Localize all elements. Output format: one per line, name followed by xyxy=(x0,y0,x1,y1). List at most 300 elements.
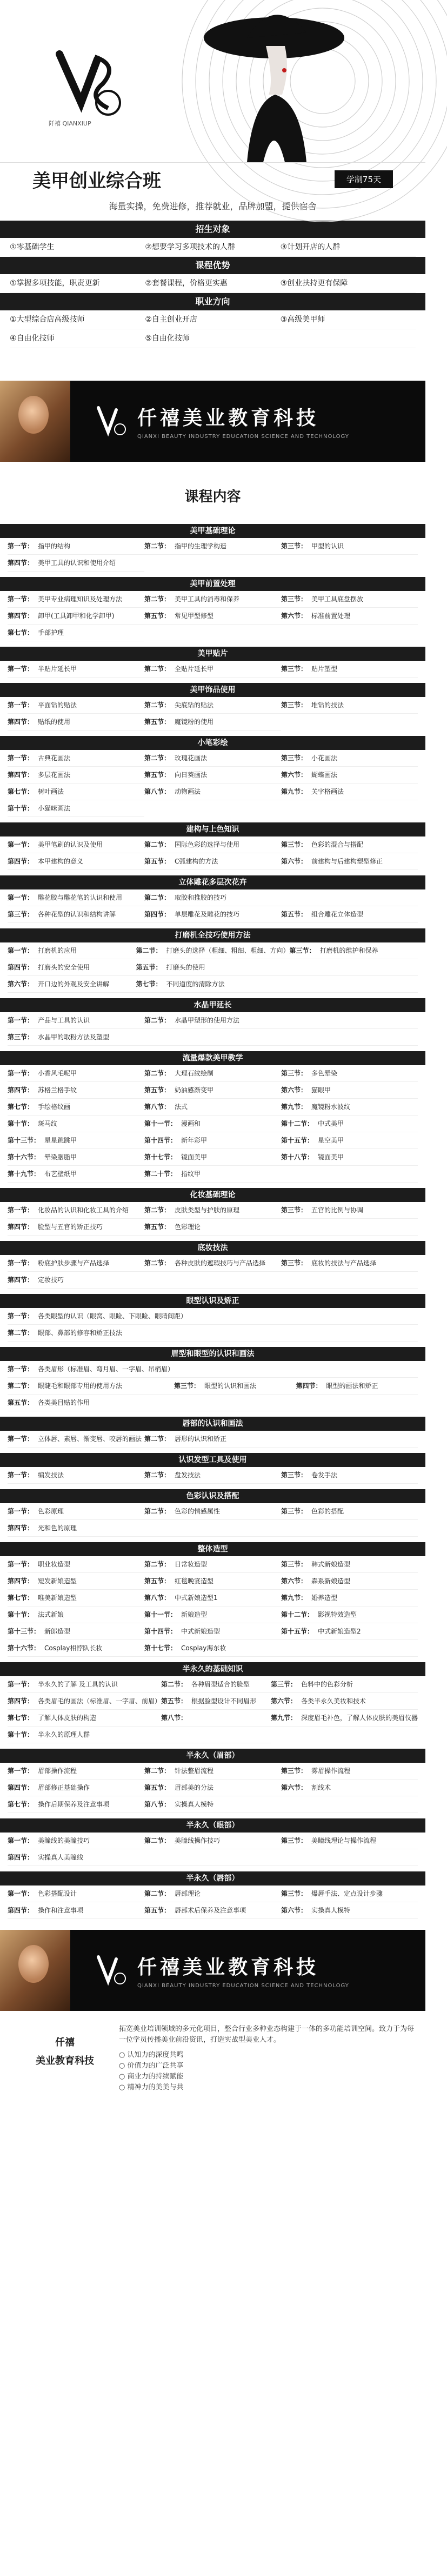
module-header: 水晶甲延长 xyxy=(0,998,425,1012)
lesson-title: 五官的比例与协调 xyxy=(311,1206,364,1214)
lesson-item xyxy=(144,608,281,625)
lesson-title: 定妆技巧 xyxy=(38,1276,64,1284)
lesson-number: 第六节： xyxy=(281,612,308,620)
section-header: 课程优势 xyxy=(0,257,425,274)
lesson-number: 第二节： xyxy=(144,1259,171,1267)
lesson-title: 实操真人模特 xyxy=(311,1907,351,1914)
lesson-title: 斑马纹 xyxy=(38,1120,58,1127)
module-header: 美甲贴片 xyxy=(0,647,425,661)
lesson-title: 实操真人美瞳线 xyxy=(38,1854,84,1861)
lesson-item xyxy=(8,942,136,959)
lesson-title: 法式新娘 xyxy=(38,1611,64,1618)
brand-english-name: QIANXI BEAUTY INDUSTRY EDUCATION SCIENCE AND TECHNOLOGY xyxy=(137,434,349,440)
section-item: ③高级美甲师 xyxy=(281,310,416,329)
lesson-item xyxy=(8,608,144,625)
lesson-number: 第四节： xyxy=(8,1524,34,1532)
lesson-item xyxy=(144,889,281,906)
lesson-item xyxy=(281,1272,418,1289)
lesson-number: 第三节： xyxy=(281,754,308,762)
lesson-item xyxy=(144,1902,281,1919)
lesson-title: 盘发技法 xyxy=(175,1471,201,1479)
lesson-number: 第一节： xyxy=(8,841,34,848)
lesson-item xyxy=(144,906,281,923)
lesson-number: 第八节： xyxy=(144,1594,171,1602)
lesson-item xyxy=(144,1849,281,1866)
page-title: 美甲创业综合班 xyxy=(32,170,161,192)
lesson-number: 第十二节： xyxy=(281,1611,314,1618)
lesson-item xyxy=(8,1503,144,1520)
lesson-item xyxy=(144,1149,281,1166)
module-lessons xyxy=(0,1467,425,1484)
lesson-number: 第二节： xyxy=(144,1890,171,1897)
lesson-number: 第一节： xyxy=(8,947,34,954)
lesson-number: 第四节： xyxy=(8,612,34,620)
lesson-item xyxy=(8,1623,144,1640)
lesson-number: 第十一节： xyxy=(144,1120,177,1127)
lesson-item xyxy=(144,1255,281,1272)
section-item: ①大型综合店高级技师 xyxy=(10,310,145,329)
lesson-number: 第六节： xyxy=(281,771,308,779)
module-lessons xyxy=(0,697,425,731)
about-name-primary: 仟禧 xyxy=(55,2037,75,2048)
brand-banner xyxy=(0,381,425,462)
lesson-number: 第四节： xyxy=(8,964,34,971)
lesson-title: 实操真人模特 xyxy=(175,1801,214,1808)
lesson-title: 影视特效造型 xyxy=(318,1611,357,1618)
lesson-item xyxy=(144,767,281,784)
lesson-item xyxy=(144,1796,281,1813)
lesson-title: 雾眉操作流程 xyxy=(311,1767,351,1775)
module-header: 半永久（唇部） xyxy=(0,1871,425,1885)
lesson-number: 第五节： xyxy=(144,718,171,726)
lesson-number: 第二节： xyxy=(161,1681,188,1688)
lesson-title: 产品与工具的认识 xyxy=(38,1017,90,1024)
lesson-item xyxy=(144,1623,281,1640)
lesson-item xyxy=(281,608,418,625)
module-lessons xyxy=(0,1503,425,1537)
hero-section xyxy=(0,0,425,162)
lesson-number: 第二节： xyxy=(144,1508,171,1515)
module-header: 小笔彩绘 xyxy=(0,736,425,750)
module-lessons xyxy=(0,661,425,678)
lesson-item xyxy=(144,784,281,800)
lesson-item xyxy=(8,1219,144,1236)
lesson-number: 第五节： xyxy=(144,858,171,865)
lesson-title: 美瞳线的美瞳技巧 xyxy=(38,1837,90,1844)
lesson-title: 苏格兰格手纹 xyxy=(38,1086,77,1094)
lesson-number: 第四节： xyxy=(144,911,171,918)
lesson-title: 粉底护肤步骤与产品选择 xyxy=(38,1259,110,1267)
lesson-title: 操作和注意事项 xyxy=(38,1907,84,1914)
lesson-number: 第九节： xyxy=(281,1594,308,1602)
module-lessons xyxy=(0,750,425,817)
lesson-title: 唇部理论 xyxy=(175,1890,201,1897)
lesson-item xyxy=(281,1012,418,1029)
footer-brand-name: 仟禧美业教育科技 xyxy=(137,1956,319,1979)
lesson-title: 打磨机的应用 xyxy=(38,947,77,954)
lesson-item xyxy=(144,853,281,870)
lesson-item xyxy=(281,767,418,784)
lesson-item xyxy=(281,1573,418,1590)
lesson-number: 第十六节： xyxy=(8,1153,41,1161)
lesson-title: 古典花画法 xyxy=(38,754,71,762)
lesson-title: 日常妆造型 xyxy=(175,1561,208,1568)
lesson-item xyxy=(281,1255,418,1272)
lesson-item xyxy=(144,1573,281,1590)
lesson-number: 第三节： xyxy=(281,595,308,603)
lesson-number: 第一节： xyxy=(8,754,34,762)
lesson-number: 第六节： xyxy=(270,1697,297,1705)
lesson-number: 第十五节： xyxy=(281,1137,314,1144)
section-item xyxy=(281,329,416,348)
lesson-number: 第二节： xyxy=(144,1070,171,1077)
lesson-item xyxy=(144,1065,281,1082)
lesson-number: 第八节： xyxy=(144,788,171,795)
lesson-item xyxy=(136,959,289,976)
lesson-number: 第十一节： xyxy=(144,1611,177,1618)
lesson-item xyxy=(8,538,144,555)
lesson-number: 第一节： xyxy=(8,1471,34,1479)
lesson-number: 第三节： xyxy=(281,841,308,848)
module-header: 色彩认识及搭配 xyxy=(0,1489,425,1503)
section-header: 职业方向 xyxy=(0,293,425,310)
lesson-title: 立体唇、素唇、渐变唇、咬唇的画法 xyxy=(38,1435,142,1443)
lesson-item xyxy=(8,1099,144,1116)
lesson-number: 第十五节： xyxy=(281,1628,314,1635)
lesson-title: 眉部操作流程 xyxy=(38,1767,77,1775)
lesson-item xyxy=(8,1202,144,1219)
lesson-number: 第一节： xyxy=(8,1561,34,1568)
lesson-item xyxy=(281,1763,418,1780)
about-value-item: ○ 精神力的美美与共 xyxy=(119,2083,184,2092)
lesson-item xyxy=(8,836,144,853)
about-brand xyxy=(11,2024,119,2100)
lesson-item xyxy=(8,1082,144,1099)
footer-brand-english: QIANXI BEAUTY INDUSTRY EDUCATION SCIENCE AND TECHNOLOGY xyxy=(137,1983,349,1989)
lesson-title: 半永久的了解 及工具的认识 xyxy=(38,1681,118,1688)
module-header: 整体造型 xyxy=(0,1542,425,1556)
lesson-item xyxy=(144,1202,281,1219)
lesson-item xyxy=(144,1116,281,1132)
lesson-title: 短发新娘造型 xyxy=(38,1577,77,1585)
lesson-number: 第八节： xyxy=(144,1801,171,1808)
module-header: 半永久的基础知识 xyxy=(0,1662,425,1676)
lesson-item xyxy=(144,1272,281,1289)
lesson-title: 眉部美的分法 xyxy=(175,1784,214,1791)
module-header: 眼型认识及矫正 xyxy=(0,1294,425,1308)
lesson-number: 第三节： xyxy=(8,911,34,918)
lesson-title: 打磨机的维护和保养 xyxy=(319,947,378,954)
lesson-item xyxy=(161,1693,271,1710)
module-lessons xyxy=(0,1763,425,1813)
lesson-title: 玫瑰花画法 xyxy=(175,754,208,762)
lesson-number: 第三节： xyxy=(281,1070,308,1077)
lesson-item xyxy=(161,1727,271,1743)
lesson-number: 第五节： xyxy=(144,1907,171,1914)
lesson-number: 第四节： xyxy=(8,771,34,779)
lesson-number: 第四节： xyxy=(8,1697,34,1705)
section-item: ③创业扶持更有保障 xyxy=(281,274,416,293)
lesson-item xyxy=(281,1166,418,1183)
lesson-item xyxy=(281,1202,418,1219)
lesson-item xyxy=(144,697,281,714)
lesson-item xyxy=(144,1082,281,1099)
lesson-title: 婚养造型 xyxy=(311,1594,338,1602)
lesson-number: 第四节： xyxy=(8,1907,34,1914)
lesson-item xyxy=(281,1640,418,1657)
lesson-item xyxy=(136,942,289,959)
lesson-number: 第四节： xyxy=(8,1223,34,1231)
lesson-title: 美甲工具的消毒和保养 xyxy=(175,595,240,603)
course-title-row xyxy=(0,162,425,195)
lesson-number: 第一节： xyxy=(8,1681,34,1688)
lesson-title: 蝴蝶画法 xyxy=(311,771,338,779)
lesson-number: 第一节： xyxy=(8,1365,34,1373)
module-header: 唇部的认识和画法 xyxy=(0,1417,425,1431)
lesson-item xyxy=(281,1885,418,1902)
lesson-item xyxy=(144,1012,281,1029)
lesson-title: 打磨头的安全使用 xyxy=(38,964,90,971)
lesson-title: 光和色的原理 xyxy=(38,1524,77,1532)
lesson-number: 第二节： xyxy=(144,1435,171,1443)
lesson-title: 魔镜粉的使用 xyxy=(175,718,214,726)
lesson-number: 第二节： xyxy=(144,894,171,901)
lesson-item xyxy=(8,784,144,800)
about-values-list xyxy=(119,2050,415,2093)
lesson-title: 甲型的认识 xyxy=(311,542,344,550)
lesson-title: 各类眉形（标准眉、弯月眉、一字眉、吊梢眉） xyxy=(38,1365,175,1373)
about-description xyxy=(119,2024,415,2100)
lesson-title: 韩式新娘造型 xyxy=(311,1561,351,1568)
model-photo xyxy=(0,381,70,462)
lesson-item xyxy=(8,1325,187,1342)
lesson-title: 中式新娘造型2 xyxy=(318,1628,361,1635)
lesson-title: 唇形的认识和矫正 xyxy=(175,1435,227,1443)
lesson-title: 打磨头的使用 xyxy=(166,964,205,971)
lesson-number: 第三节： xyxy=(281,1767,308,1775)
lesson-number: 第七节： xyxy=(8,1801,34,1808)
module-header: 立体雕花多层次花卉 xyxy=(0,875,425,889)
lesson-number: 第一节： xyxy=(8,1890,34,1897)
lesson-item xyxy=(8,1361,174,1378)
lesson-title: 国际色彩的选择与使用 xyxy=(175,841,240,848)
lesson-number: 第五节： xyxy=(144,612,171,620)
lesson-title: 各类眉毛的画法（标准眉、一字眉、前眉） xyxy=(38,1697,162,1705)
lesson-title: 猫眼甲 xyxy=(311,1086,331,1094)
brand-name: 仟禧美业教育科技 xyxy=(137,407,319,429)
lesson-item xyxy=(144,1556,281,1573)
lesson-number: 第一节： xyxy=(8,701,34,709)
lesson-item xyxy=(281,1556,418,1573)
lesson-number: 第二十节： xyxy=(144,1170,177,1178)
module-header: 底妆技法 xyxy=(0,1241,425,1255)
lesson-item xyxy=(8,1693,161,1710)
lesson-title: Cosplay相悖队长妆 xyxy=(44,1644,103,1652)
lesson-title: 眼部、鼻部的修容和矫正技法 xyxy=(38,1329,123,1337)
lesson-item xyxy=(8,906,144,923)
about-section xyxy=(0,2011,425,2113)
lesson-item xyxy=(144,1219,281,1236)
module-lessons xyxy=(0,1202,425,1236)
lesson-item xyxy=(281,784,418,800)
lesson-number: 第三节： xyxy=(281,1561,308,1568)
lesson-item xyxy=(271,1710,418,1727)
module-lessons xyxy=(0,538,425,572)
lesson-title: 化妆品的认识和化妆工具的介绍 xyxy=(38,1206,129,1214)
lesson-number: 第一节： xyxy=(8,1017,34,1024)
lesson-item xyxy=(8,1272,144,1289)
lesson-number: 第三节： xyxy=(281,1206,308,1214)
lesson-item xyxy=(271,1676,418,1693)
section-item: ④自由化技师 xyxy=(10,329,145,348)
module-header: 打磨机全技巧使用方法 xyxy=(0,928,425,942)
lesson-number: 第三节： xyxy=(270,1681,297,1688)
lesson-item xyxy=(8,767,144,784)
lesson-item xyxy=(8,1431,144,1448)
module-header: 化妆基础理论 xyxy=(0,1188,425,1202)
lesson-item xyxy=(144,1640,281,1657)
lesson-item xyxy=(281,889,418,906)
lesson-item xyxy=(281,1431,418,1448)
lesson-title: 开口边的外观及安全讲解 xyxy=(38,980,110,988)
lesson-title: 半贴片延长甲 xyxy=(38,665,77,673)
lesson-number: 第四节： xyxy=(8,559,34,567)
lesson-title: 新年彩甲 xyxy=(181,1137,208,1144)
lesson-title: 色彩的搭配 xyxy=(311,1508,344,1515)
lesson-item xyxy=(271,1693,418,1710)
lesson-number: 第二节： xyxy=(144,1561,171,1568)
lesson-number: 第三节： xyxy=(289,947,316,954)
lesson-item xyxy=(8,1166,144,1183)
lesson-item xyxy=(8,1065,144,1082)
lesson-title: 多层花画法 xyxy=(38,771,71,779)
lesson-title: 美甲笔刷的认识及使用 xyxy=(38,841,103,848)
lesson-number: 第四节： xyxy=(8,1577,34,1585)
lesson-title: 取胶和推胶的技巧 xyxy=(175,894,227,901)
lesson-number: 第十节： xyxy=(8,805,34,812)
module-lessons xyxy=(0,1361,425,1411)
lesson-number: 第十三节： xyxy=(8,1628,41,1635)
lesson-number: 第二节： xyxy=(144,665,171,673)
lesson-title: 中式美甲 xyxy=(318,1120,344,1127)
lesson-title: 平面钻的贴法 xyxy=(38,701,77,709)
lesson-item xyxy=(144,1029,281,1046)
lesson-number: 第二节： xyxy=(8,1382,34,1390)
lesson-number: 第五节： xyxy=(144,1577,171,1585)
lesson-item xyxy=(8,1902,144,1919)
lesson-title: 爆唇手法、定点设计步骤 xyxy=(311,1890,383,1897)
lesson-number: 第一节： xyxy=(8,595,34,603)
lesson-title: 法式 xyxy=(175,1103,188,1111)
lesson-title: C弧建构的方法 xyxy=(175,858,218,865)
lesson-item xyxy=(281,1065,418,1082)
lesson-item xyxy=(8,800,144,817)
lesson-title: 指甲的生理学构造 xyxy=(175,542,227,550)
lesson-title: 常见甲型修型 xyxy=(175,612,214,620)
lesson-item xyxy=(144,661,281,678)
lesson-item xyxy=(303,1308,418,1325)
lesson-title: 组合雕花立体造型 xyxy=(311,911,364,918)
lesson-title: 各种眉型适合的脸型 xyxy=(191,1681,250,1688)
lesson-number: 第十八节： xyxy=(281,1153,314,1161)
lesson-title: 指甲的结构 xyxy=(38,542,71,550)
lesson-title: 树叶画法 xyxy=(38,788,64,795)
lesson-number: 第六节： xyxy=(8,980,34,988)
lesson-number: 第二节： xyxy=(144,1206,171,1214)
footer-model-photo xyxy=(0,1930,70,2011)
lesson-title: 魔镜粉水波纹 xyxy=(311,1103,351,1111)
lesson-item xyxy=(144,836,281,853)
lesson-item xyxy=(8,1590,144,1606)
module-lessons xyxy=(0,1012,425,1046)
section-header: 招生对象 xyxy=(0,221,425,238)
lesson-title: 全贴片延长甲 xyxy=(175,665,214,673)
course-modules xyxy=(0,524,425,1919)
lesson-title: 美甲工具底盘摆放 xyxy=(311,595,364,603)
lesson-title: 色料中的色彩分析 xyxy=(301,1681,353,1688)
about-paragraph: 拓宽美业培训领域的多元化项目，整合行业多种业态构建于一体的多功能培训空间。致力于为每一位学员传播美业前沿资讯，打造实战型美业人才。 xyxy=(119,2025,415,2044)
lesson-number: 第一节： xyxy=(8,1767,34,1775)
lesson-item xyxy=(296,1378,418,1395)
lesson-title: 各类眼型的认识（眼窝、眼睑、下眼睑、眼睛间距） xyxy=(38,1312,188,1320)
lesson-title: 中式新娘造型1 xyxy=(175,1594,218,1602)
lesson-item xyxy=(144,1467,281,1484)
section-item: ②套餐课程，价格更实惠 xyxy=(145,274,280,293)
lesson-title: 新郎造型 xyxy=(44,1628,71,1635)
lesson-item xyxy=(281,853,418,870)
lesson-item xyxy=(144,1431,281,1448)
lesson-title: 多色晕染 xyxy=(311,1070,338,1077)
course-content-heading: 课程内容 xyxy=(184,489,241,505)
lesson-item xyxy=(8,1012,144,1029)
lesson-item xyxy=(144,750,281,767)
lesson-number: 第四节： xyxy=(8,1086,34,1094)
lesson-title: 眼睫毛和眼部专用的使用方法 xyxy=(38,1382,123,1390)
lesson-number: 第三节： xyxy=(281,701,308,709)
lesson-number: 第七节： xyxy=(8,1714,34,1722)
lesson-title: 星空美甲 xyxy=(318,1137,344,1144)
duration-badge: 学制75天 xyxy=(335,170,393,188)
lesson-title: 各类半永久美妆和技术 xyxy=(301,1697,366,1705)
module-lessons xyxy=(0,836,425,870)
footer xyxy=(0,1930,425,2113)
lesson-item xyxy=(290,959,418,976)
lesson-title: 色彩理论 xyxy=(175,1223,201,1231)
lesson-title: 小香风毛呢甲 xyxy=(38,1070,77,1077)
lesson-item xyxy=(281,1116,418,1132)
lesson-title: 标准前置处理 xyxy=(311,612,351,620)
lesson-number: 第十三节： xyxy=(8,1137,41,1144)
lesson-item xyxy=(174,1395,296,1411)
lesson-item xyxy=(8,1255,144,1272)
lesson-item xyxy=(174,1378,296,1395)
lesson-number: 第四节： xyxy=(8,718,34,726)
lesson-item xyxy=(8,1029,144,1046)
lesson-number: 第一节： xyxy=(8,1435,34,1443)
module-header: 美甲饰品使用 xyxy=(0,683,425,697)
lesson-item xyxy=(8,625,144,641)
lesson-item xyxy=(8,1395,174,1411)
lesson-item xyxy=(144,1606,281,1623)
lesson-number: 第一节： xyxy=(8,542,34,550)
lesson-item xyxy=(8,1308,187,1325)
lesson-number: 第七节： xyxy=(8,1103,34,1111)
lesson-item xyxy=(187,1325,302,1342)
lesson-item xyxy=(144,1132,281,1149)
module-header: 认识发型工具及使用 xyxy=(0,1453,425,1467)
lesson-title: 职业妆造型 xyxy=(38,1561,71,1568)
lesson-title: 卷发手法 xyxy=(311,1471,338,1479)
